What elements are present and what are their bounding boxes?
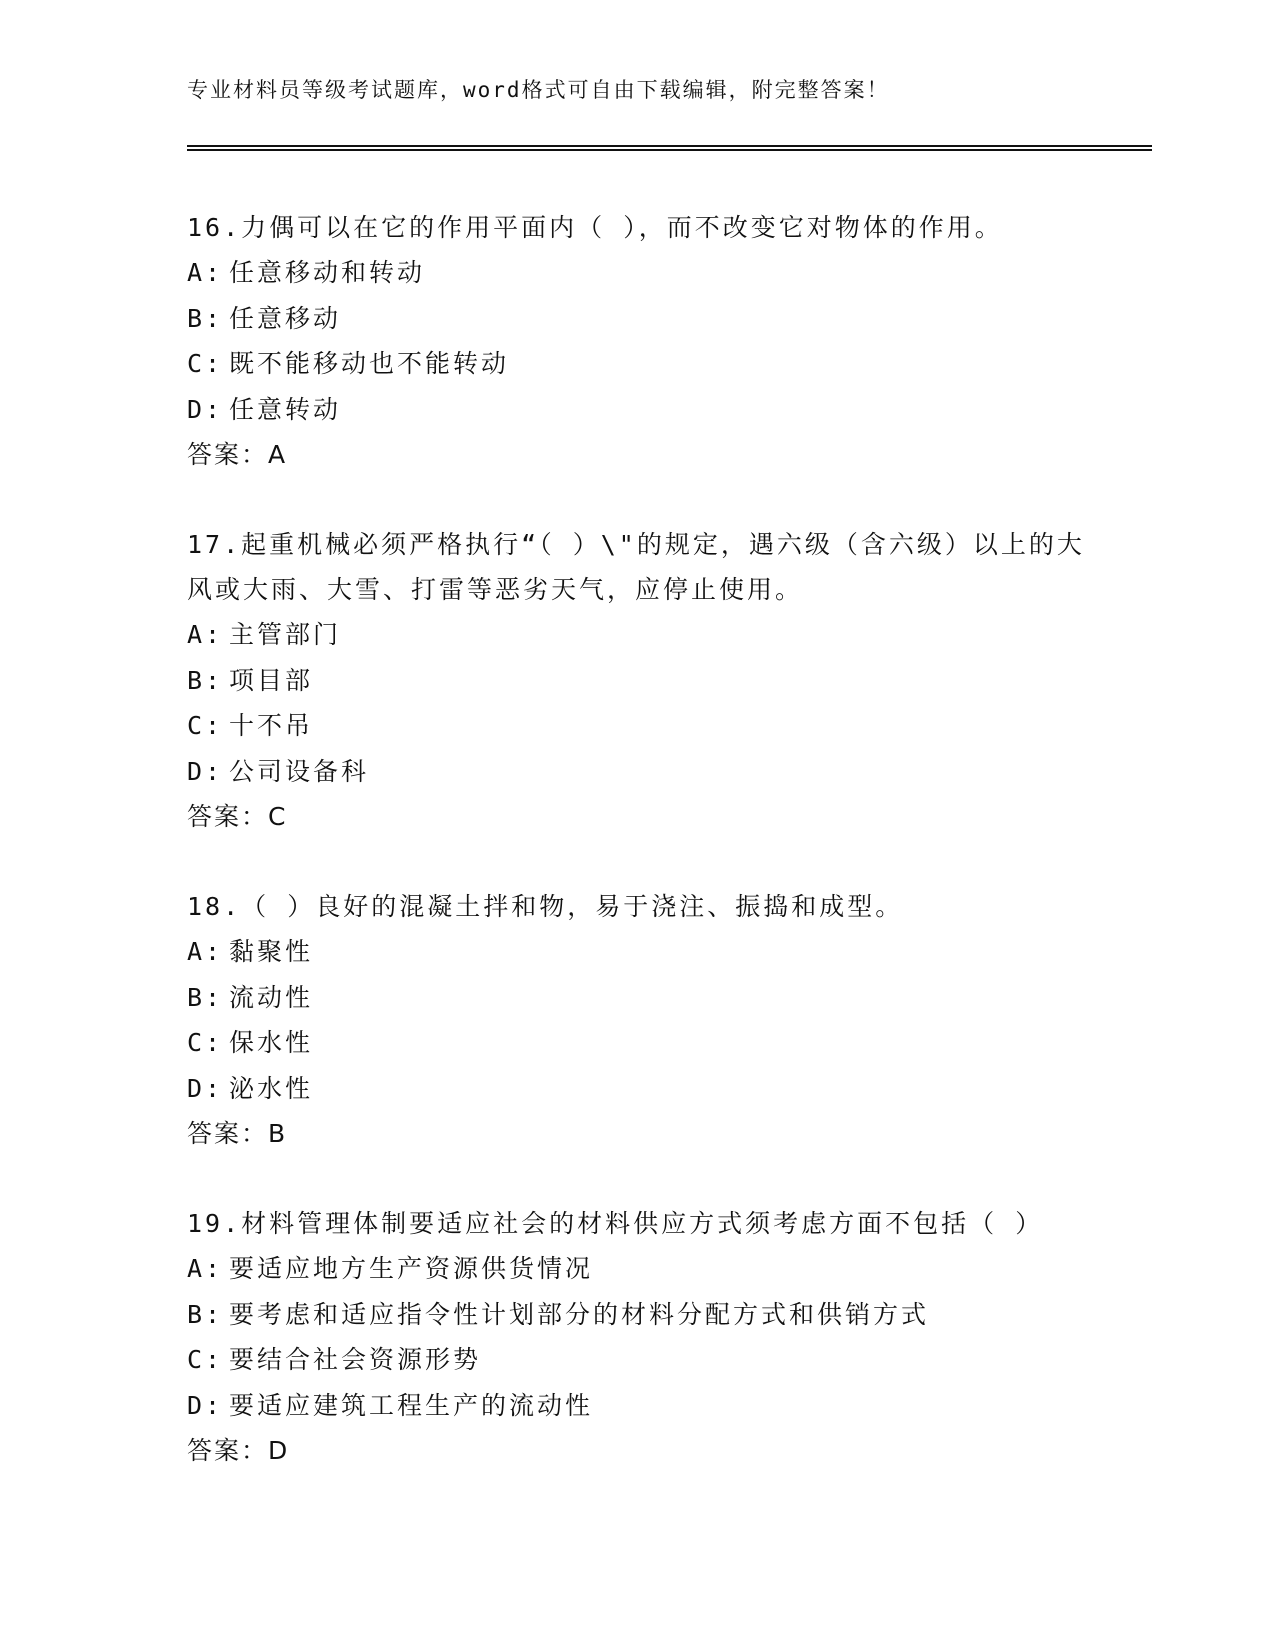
option-c <box>187 703 1087 749</box>
option-text: 流动性 <box>229 982 314 1012</box>
option-letter: A: <box>187 937 224 966</box>
option-letter: D: <box>187 1073 224 1103</box>
option-b <box>187 658 1087 704</box>
question-text: （ ）良好的混凝土拌和物，易于浇注、振捣和成型。 <box>241 892 904 921</box>
option-letter: C: <box>187 349 224 378</box>
option-text: 主管部门 <box>229 620 342 649</box>
option-c <box>187 341 1087 387</box>
option-a <box>187 1246 1087 1292</box>
option-letter: A: <box>187 258 224 287</box>
option-text: 黏聚性 <box>229 937 314 966</box>
answer: 答案：B <box>187 1119 288 1148</box>
question-stem <box>187 205 1087 250</box>
option-text: 公司设备科 <box>229 756 370 786</box>
option-letter: B: <box>187 303 224 333</box>
question-number: 17. <box>187 530 242 559</box>
option-letter: B: <box>187 982 224 1012</box>
option-letter: C: <box>187 1345 224 1374</box>
option-text: 泌水性 <box>229 1073 314 1103</box>
option-a <box>187 929 1087 975</box>
option-text: 要结合社会资源形势 <box>229 1345 482 1374</box>
option-text: 任意移动 <box>229 303 342 333</box>
option-text: 任意转动 <box>229 394 342 424</box>
question-stem <box>187 522 1087 612</box>
option-text: 任意移动和转动 <box>229 258 426 287</box>
question-text: 材料管理体制要适应社会的材料供应方式须考虑方面不包括（ ） <box>241 1209 1044 1238</box>
option-letter: B: <box>187 665 224 695</box>
question-17 <box>187 522 1087 839</box>
option-b <box>187 975 1087 1021</box>
question-number: 19. <box>187 1209 242 1238</box>
option-letter: B: <box>187 1299 224 1329</box>
question-text: 起重机械必须严格执行“（ ）\"的规定，遇六级（含六级）以上的大风或大雨、大雪、打雷等恶劣天气，应停止使用。 <box>187 530 1085 604</box>
question-number: 16. <box>187 213 242 242</box>
page-header: 专业材料员等级考试题库，word格式可自由下载编辑，附完整答案！ <box>187 78 890 102</box>
option-letter: A: <box>187 620 224 649</box>
option-text: 要适应地方生产资源供货情况 <box>229 1254 594 1283</box>
question-18 <box>187 884 1087 1156</box>
option-letter: D: <box>187 394 224 424</box>
question-list <box>187 205 1087 1518</box>
option-a <box>187 612 1087 658</box>
option-b <box>187 1292 1087 1338</box>
question-number: 18. <box>187 892 242 921</box>
option-text: 保水性 <box>229 1028 314 1057</box>
option-letter: D: <box>187 1390 224 1420</box>
option-d <box>187 387 1087 433</box>
option-a <box>187 250 1087 296</box>
option-c <box>187 1337 1087 1383</box>
option-text: 既不能移动也不能转动 <box>229 349 510 378</box>
option-text: 要适应建筑工程生产的流动性 <box>229 1390 594 1420</box>
option-letter: C: <box>187 711 224 740</box>
answer: 答案：A <box>187 440 288 469</box>
option-text: 项目部 <box>229 665 314 695</box>
option-text: 要考虑和适应指令性计划部分的材料分配方式和供销方式 <box>229 1299 930 1329</box>
option-text: 十不吊 <box>229 711 314 740</box>
option-b <box>187 296 1087 342</box>
question-19 <box>187 1201 1087 1473</box>
question-16 <box>187 205 1087 477</box>
answer: 答案：C <box>187 802 288 831</box>
option-c <box>187 1020 1087 1066</box>
header-divider <box>187 145 1152 151</box>
option-d <box>187 1383 1087 1429</box>
option-d <box>187 1066 1087 1112</box>
answer: 答案：D <box>187 1436 290 1465</box>
option-d <box>187 749 1087 795</box>
question-stem <box>187 1201 1087 1246</box>
option-letter: A: <box>187 1254 224 1283</box>
question-text: 力偶可以在它的作用平面内（ ），而不改变它对物体的作用。 <box>241 213 1003 242</box>
question-stem <box>187 884 1087 929</box>
option-letter: C: <box>187 1028 224 1057</box>
option-letter: D: <box>187 756 224 786</box>
